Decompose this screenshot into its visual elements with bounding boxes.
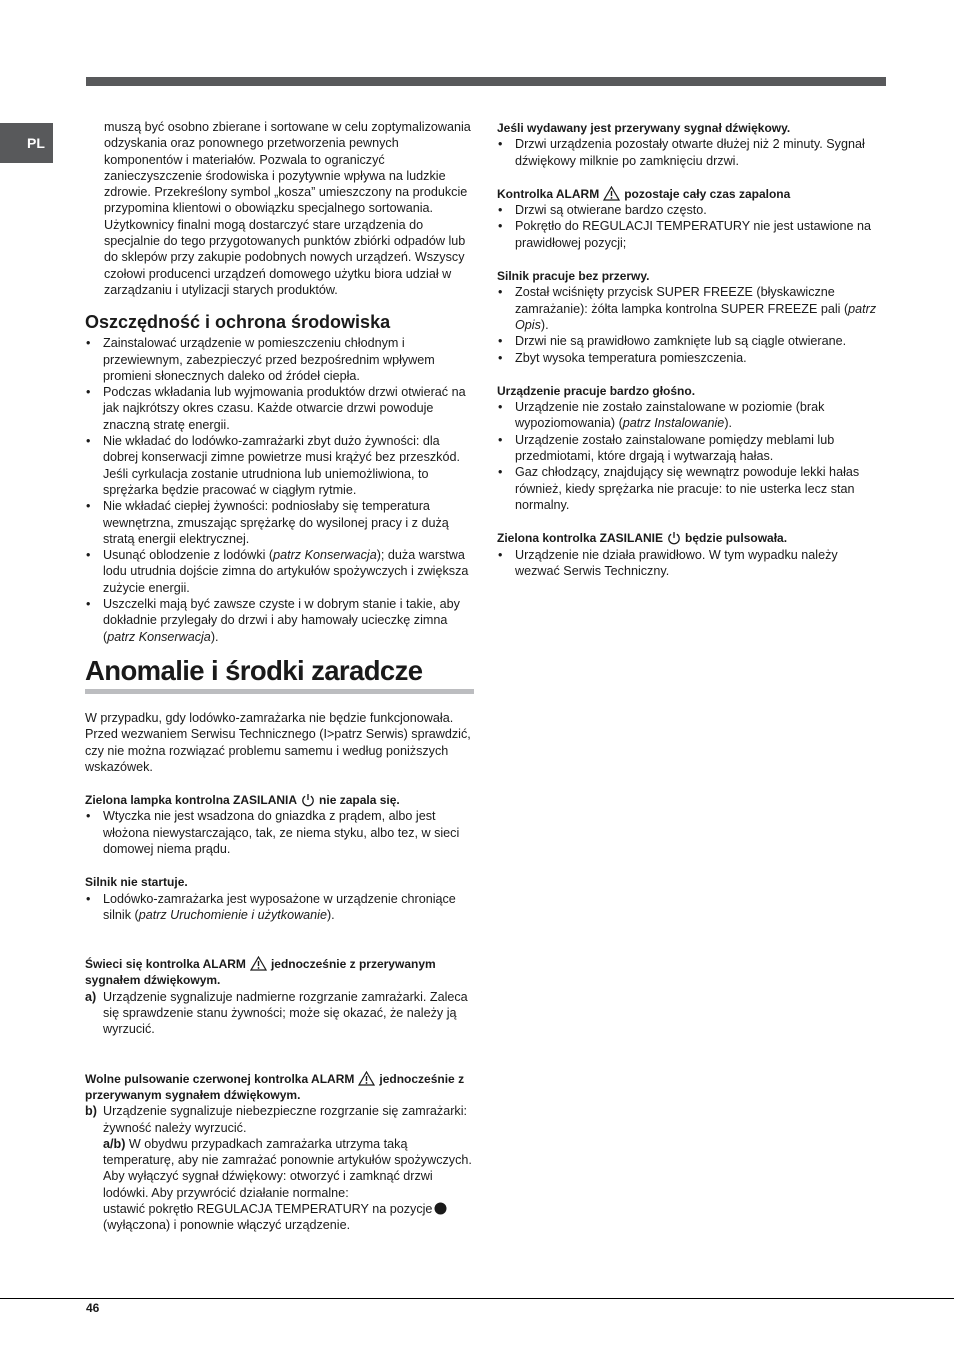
item-text: a/b) W obydwu przypadkach zamrażarka utrzyma taką temperaturę, aby nie zamrażać ponownie artykułów spożywczych. Aby wyłączyć sygnał dźwiękowy: otworzyć i zamknąć drzwi lodówki. Aby przywrócić działanie normalne: [103, 1136, 472, 1200]
page-number: 46 [86, 1301, 100, 1315]
list-item: • Drzwi nie są prawidłowo zamknięte lub są ciągle otwierane. [497, 333, 881, 349]
list-item: • Urządzenie nie zostało zainstalowane w poziomie (brak wypoziomowania) (patrz Instalowanie). [497, 399, 881, 432]
list-item: • Urządzenie nie działa prawidłowo. W tym wypadku należy wezwać Serwis Techniczny. [497, 547, 881, 580]
list-item: • Urządzenie zostało zainstalowane pomiędzy meblami lub przedmiotami, które drgają i wytwarzają hałas. [497, 432, 881, 465]
section-heading: Silnik pracuje bez przerwy. [497, 269, 650, 284]
list-item: • Wtyczka nie jest wsadzona do gniazdka z prądem, albo jest włożona niewystarczająco, tak, ze niema styku, albo tez, w sieci domowej niema prądu. [85, 808, 475, 857]
intro-paragraph-2: Użytkownicy finalni mogą dostarczyć stare urządzenia do specjalnie do tego przygotowanych punktów zbiórki odpadów lub do sklepów przy zakupie podobnych nowych urządzeń. Wszyscy czołowi producenci urządzeń domowego użytku biora udział w zarządzaniu i utylizacji starych produktów. [104, 217, 466, 297]
eco-heading: Oszczędność i ochrona środowiska [85, 312, 391, 333]
list-item: • Drzwi urządzenia pozostały otwarte dłużej niż 2 minuty. Sygnał dźwiękowy milknie po zamknięciu drzwi. [497, 136, 881, 169]
list-item: • Usunąć oblodzenie z lodówki (patrz Konserwacja); duża warstwa lodu utrudnia dojście zimna do artykułów spożywczych i zwiększa zużycie energii. [85, 547, 475, 596]
section-heading: Zielona lampka kontrolna ZASILANIA nie zapala się. [85, 793, 400, 808]
list-item: • Zbyt wysoka temperatura pomieszczenia. [497, 350, 881, 366]
power-icon [301, 793, 315, 807]
section-heading: Wolne pulsowanie czerwonej kontrolka ALARM jednocześnie z przerywanym sygnałem dźwiękowym. [85, 1071, 465, 1102]
cross-reference: patrz Instalowanie [622, 416, 725, 431]
right-column [497, 120, 881, 579]
list-item: • Drzwi są otwierane bardzo często. [497, 202, 881, 218]
anomalies-heading: Anomalie i środki zaradcze [85, 654, 423, 686]
dial-off-icon [434, 1202, 447, 1215]
cross-reference: patrz Opis [515, 301, 877, 332]
footer-divider [0, 1298, 954, 1299]
item-text: Urządzenie sygnalizuje nadmierne rozgrzanie zamrażarki. Zaleca się sprawdzenie stanu żywności; może się okazać, że należy ją wyrzucić. [103, 989, 468, 1037]
intro-paragraph-1: muszą być osobno zbierane i sortowane w celu zoptymalizowania odzyskania oraz ponownego przetworzenia pewnych komponentów i materiałów. Pozwala to ograniczyć zanieczyszczenie środowiska i pozytywnie wpływa na ludzkie zdrowie. Przekreślony symbol „kosza” umieszczony na produkcie przypomina klientowi o obowiązku specjalnego sortowania. [104, 120, 471, 216]
list-item: • Uszczelki mają być zawsze czyste i w dobrym stanie i takie, aby dokładnie przylegały do drzwi i aby hamowały ucieczkę zimna (patrz Konserwacja). [85, 596, 475, 645]
list-item: • Zainstalować urządzenie w pomieszczeniu chłodnym i przewiewnym, zabezpieczyć przed bezpośrednim wpływem promieni słonecznych daleko od źródeł ciepła. [85, 335, 475, 384]
cross-reference: patrz Konserwacja [107, 629, 211, 644]
list-item: • Lodówko-zamrażarka jest wyposażone w urządzenie chroniące silnik (patrz Uruchomienie i użytkowanie). [85, 891, 475, 924]
alarm-triangle-icon [358, 1071, 375, 1086]
alarm-triangle-icon [603, 186, 620, 201]
list-item: • Pokrętło do REGULACJI TEMPERATURY nie jest ustawione na prawidłowej pozycji; [497, 218, 881, 251]
top-bar [86, 77, 886, 86]
list-item: • Nie wkładać do lodówko-zamrażarki zbyt dużo żywności: dla dobrej konserwacji zimne powietrze musi krążyć bez przeszkód. Jeśli cyrkulacja zostanie utrudniona lub uniemożliwiona, to sprężarka będzie pracować w ciągłym rytmie. [85, 433, 475, 498]
heading-underline [85, 689, 474, 694]
item-label: a) [85, 989, 97, 1004]
item-text: ustawić pokrętło REGULACJA TEMPERATURY na pozycje (wyłączona) i ponownie włączyć urządzenie. [103, 1201, 475, 1234]
list-item: • Gaz chłodzący, znajdujący się wewnątrz powoduje lekki hałas również, kiedy sprężarka nie pracuje: to nie usterka lecz stan normalny. [497, 464, 881, 513]
section-heading: Jeśli wydawany jest przerywany sygnał dźwiękowy. [497, 121, 791, 135]
language-tab: PL [0, 123, 53, 163]
left-column [85, 119, 475, 1234]
cross-reference: patrz Konserwacja [273, 548, 377, 563]
list-item: • Podczas wkładania lub wyjmowania produktów drzwi otwierać na jak najkrótszy okres czasu. Każde otwarcie drzwi powoduje znaczną stratę energii. [85, 384, 475, 433]
power-icon [667, 531, 681, 545]
section-heading: Urządzenie pracuje bardzo głośno. [497, 383, 696, 398]
section-heading: Świeci się kontrolka ALARM jednocześnie z przerywanym sygnałem dźwiękowym. [85, 957, 436, 988]
item-label: b) [85, 1104, 97, 1119]
section-heading: Zielona kontrolka ZASILANIE będzie pulsowała. [497, 531, 788, 546]
list-item: • Nie wkładać ciepłej żywności: podniosłaby się temperatura wewnętrzna, zmuszając sprężarkę do wysilonej pracy i z dużą stratą energii elektrycznej. [85, 498, 475, 547]
alarm-triangle-icon [250, 956, 267, 971]
cross-reference: patrz Uruchomienie i użytkowanie [138, 907, 327, 922]
item-text: Urządzenie sygnalizuje niebezpieczne rozgrzanie się zamrażarki: żywność należy wyrzucić. [103, 1104, 467, 1135]
section-heading: Silnik nie startuje. [85, 875, 188, 890]
eco-list [85, 335, 475, 645]
list-item: • Został wciśnięty przycisk SUPER FREEZE (błyskawiczne zamrażanie): żółta lampka kontrolna SUPER FREEZE pali (patrz Opis). [497, 284, 881, 333]
section-heading: Kontrolka ALARM pozostaje cały czas zapalona [497, 186, 791, 201]
anomalies-intro: W przypadku, gdy lodówko-zamrażarka nie będzie funkcjonowała. Przed wezwaniem Serwisu Technicznego (I>patrz Serwis) sprawdzić, czy nie można rozwiązać problemu samemu i według poniższych wskazówek. [85, 710, 471, 774]
